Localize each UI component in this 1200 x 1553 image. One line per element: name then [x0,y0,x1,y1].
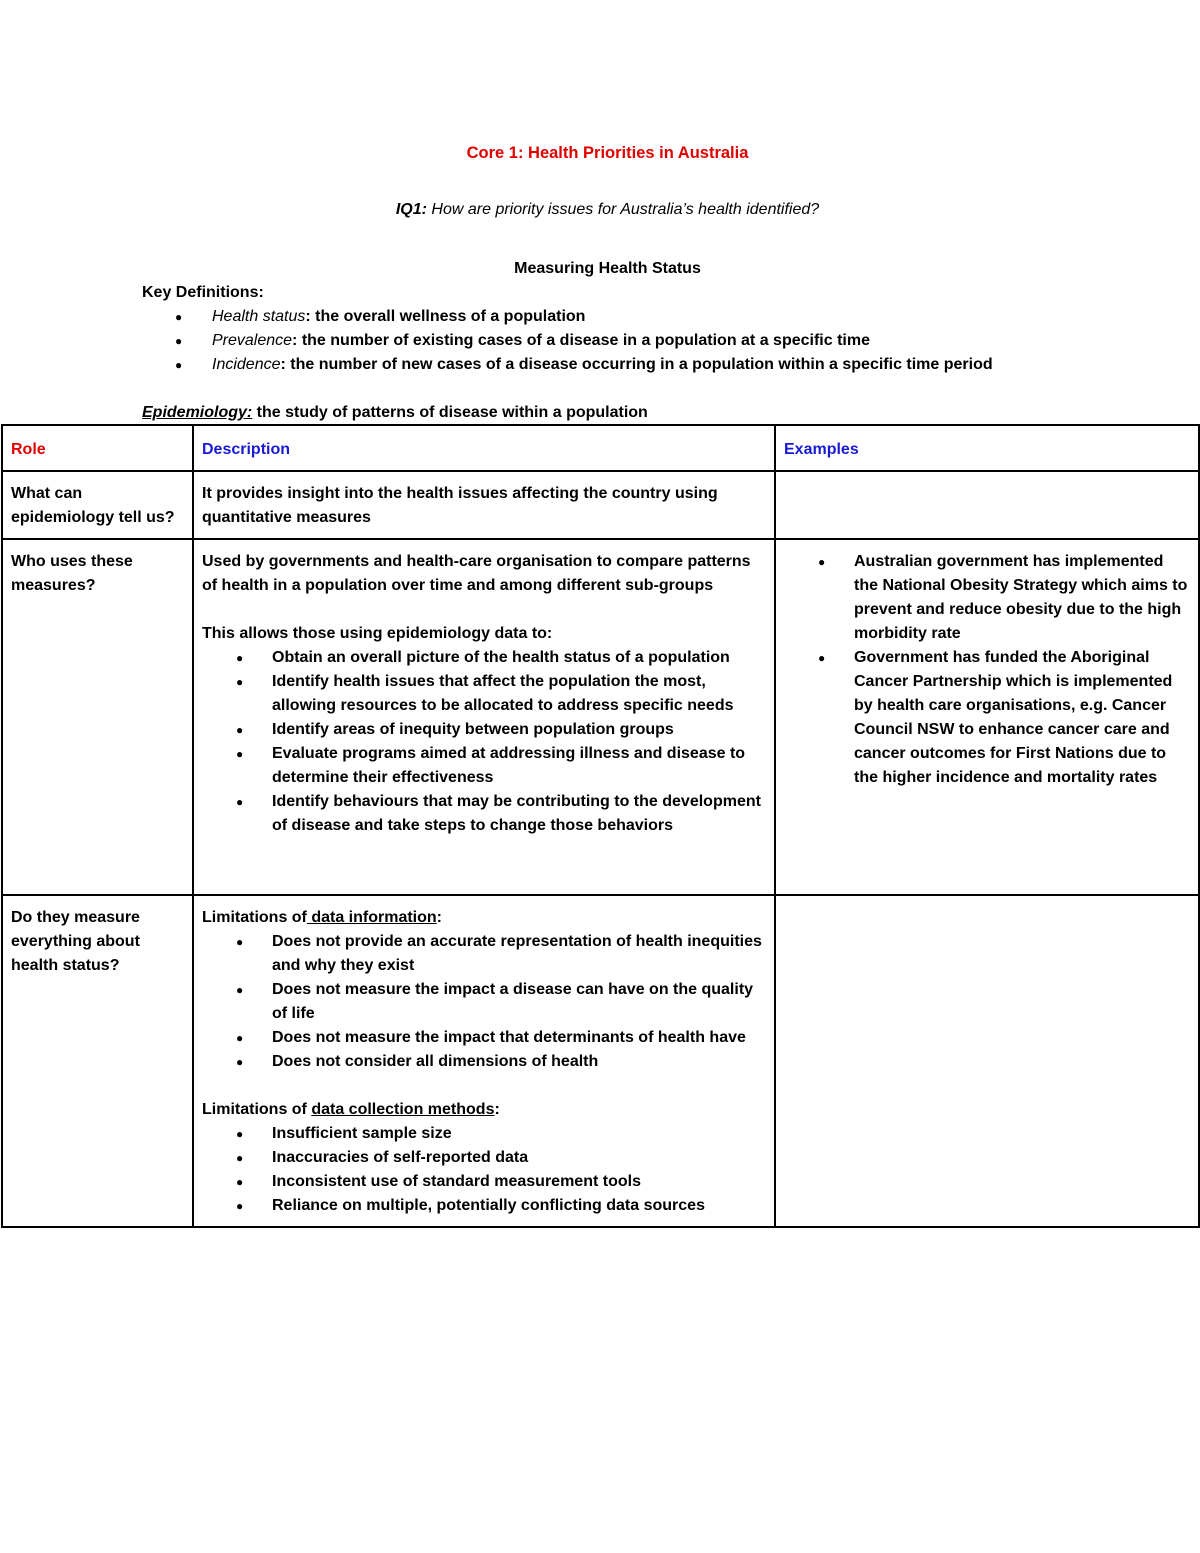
bullet-icon: ● [236,1175,244,1189]
role-cell: Do they measure everything about health status? [2,895,193,1227]
list-item-text: Inaccuracies of self-reported data [272,1149,529,1166]
description-intro: Used by governments and health-care organisation to compare patterns of health in a population over time and among different sub-groups [202,553,751,594]
bullet-icon: ● [175,358,183,372]
list-item-text: Does not measure the impact that determinants of health have [272,1029,746,1046]
list-item [202,790,766,838]
list-item-text: Does not consider all dimensions of health [272,1053,599,1070]
limitations-info-heading [202,906,766,930]
inquiry-question-label: IQ1: [395,201,427,218]
limitations-prefix: Limitations of [202,1101,312,1118]
description-cell [193,895,775,1227]
list-item-text: Insufficient sample size [272,1125,452,1142]
bullet-icon: ● [236,1127,244,1141]
list-item-text: Evaluate programs aimed at addressing illness and disease to determine their effectiveness [272,745,746,786]
list-item-text: Does not measure the impact a disease can have on the quality of life [272,981,754,1022]
list-item-text: Inconsistent use of standard measurement tools [272,1173,641,1190]
bullet-icon: ● [236,983,244,997]
bullet-icon: ● [236,675,244,689]
epidemiology-table [1,424,1200,1228]
definition-text: : the number of existing cases of a disease in a population at a specific time [292,332,870,349]
list-item-text: Reliance on multiple, potentially conflicting data sources [272,1197,705,1214]
role-cell: Who uses these measures? [2,539,193,895]
table-row [2,471,1199,539]
list-item [202,1194,766,1218]
limitations-methods-list [202,1122,766,1218]
header-examples: Examples [775,425,1199,471]
description-list [202,646,766,838]
key-definitions [142,281,1142,377]
list-item [202,1170,766,1194]
bullet-icon: ● [818,651,826,665]
list-item [202,718,766,742]
limitations-prefix: Limitations of [202,909,307,926]
list-item [202,930,766,978]
definition-term: Prevalence [212,332,293,349]
description-lead: This allows those using epidemiology data to: [202,625,553,642]
limitations-suffix: : [494,1101,500,1118]
bullet-icon: ● [236,1151,244,1165]
examples-cell [775,539,1199,895]
bullet-icon: ● [818,555,826,569]
bullet-icon: ● [236,1199,244,1213]
epidemiology-text: the study of patterns of disease within a population [252,404,648,421]
definition-text: : the number of new cases of a disease occurring in a population within a specific time period [280,356,993,373]
list-item [202,742,766,790]
header-description: Description [193,425,775,471]
bullet-icon: ● [175,334,183,348]
examples-cell [775,471,1199,539]
inquiry-question [0,198,1200,222]
list-item [202,1122,766,1146]
list-item-text: Identify areas of inequity between population groups [272,721,674,738]
bullet-icon: ● [236,747,244,761]
definition-text: : the overall wellness of a population [305,308,586,325]
list-item-text: Australian government has implemented the National Obesity Strategy which aims to prevent and reduce obesity due to the high morbidity rate [854,553,1188,642]
definition-item [142,305,1142,329]
list-item [202,1146,766,1170]
limitations-topic: data collection methods [311,1101,495,1118]
page-title: Core 1: Health Priorities in Australia [466,144,749,162]
list-item [202,978,766,1026]
definition-item [142,329,1142,353]
epidemiology-term: Epidemiology: [142,404,253,421]
bullet-icon: ● [175,310,183,324]
limitations-methods-heading [202,1098,766,1122]
limitations-suffix: : [436,909,442,926]
list-item-text: Does not provide an accurate representation of health inequities and why they exist [272,933,762,974]
bullet-icon: ● [236,795,244,809]
list-item-text: Government has funded the Aboriginal Cancer Partnership which is implemented by health care organisations, e.g. Cancer Council NSW to enhance cancer care and cancer outcomes for First Nations due to the higher incidence and mortality rates [854,649,1173,786]
section-title: Measuring Health Status [514,260,701,277]
header-role: Role [2,425,193,471]
key-definitions-list [142,305,1142,377]
description-cell [193,539,775,895]
bullet-icon: ● [236,1031,244,1045]
list-item-text: Identify behaviours that may be contributing to the development of disease and take steps to change those behaviors [272,793,761,834]
table-header-row [2,425,1199,471]
bullet-icon: ● [236,723,244,737]
definition-term: Incidence [212,356,281,373]
list-item [784,550,1190,646]
bullet-icon: ● [236,651,244,665]
bullet-icon: ● [236,935,244,949]
list-item-text: Identify health issues that affect the population the most, allowing resources to be allocated to address specific needs [272,673,734,714]
table-row [2,895,1199,1227]
limitations-topic: data information [306,909,437,926]
list-item [202,1050,766,1074]
role-cell: What can epidemiology tell us? [2,471,193,539]
list-item [202,670,766,718]
epidemiology-definition [142,401,648,425]
list-item [202,1026,766,1050]
definition-item [142,353,1142,377]
inquiry-question-text: How are priority issues for Australia’s health identified? [426,201,820,218]
key-definitions-heading: Key Definitions: [142,284,264,301]
list-item [202,646,766,670]
description-cell: It provides insight into the health issues affecting the country using quantitative measures [193,471,775,539]
examples-cell [775,895,1199,1227]
table-row [2,539,1199,895]
examples-list [784,550,1190,790]
list-item-text: Obtain an overall picture of the health status of a population [272,649,730,666]
bullet-icon: ● [236,1055,244,1069]
limitations-info-list [202,930,766,1074]
list-item [784,646,1190,790]
definition-term: Health status [212,308,306,325]
